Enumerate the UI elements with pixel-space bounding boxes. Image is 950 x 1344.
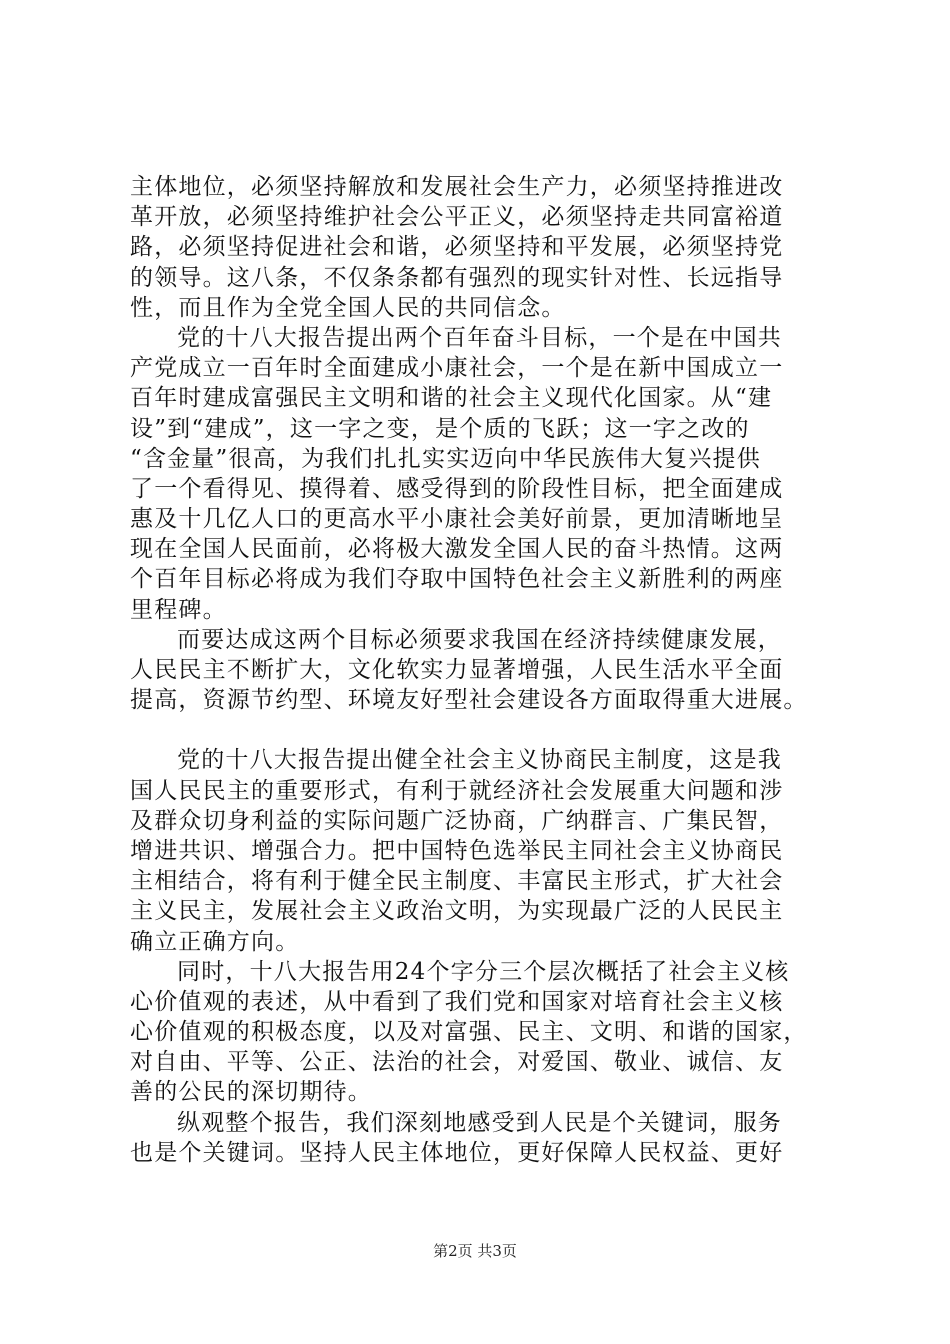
text-line: 主相结合，将有利于健全民主制度、丰富民主形式，扩大社会 xyxy=(130,868,784,895)
document-body xyxy=(130,172,842,1168)
text-line: 纵观整个报告，我们深刻地感受到人民是个关键词，服务 xyxy=(177,1109,782,1136)
text-line: 的领导。这八条，不仅条条都有强烈的现实针对性、长远指导 xyxy=(130,264,784,291)
text-line: 里程碑。 xyxy=(130,596,227,623)
text-line: 党的十八大报告提出两个百年奋斗目标，一个是在中国共 xyxy=(177,324,782,351)
text-line: 及群众切身利益的实际问题广泛协商，广纳群言、广集民智， xyxy=(130,807,784,834)
text-line: 人民民主不断扩大，文化软实力显著增强，人民生活水平全面 xyxy=(130,657,784,683)
text-line: 设”到“建成”，这一字之变，是个质的飞跃；这一字之改的 xyxy=(130,415,750,442)
text-line: 主义民主，发展社会主义政治文明，为实现最广泛的人民民主 xyxy=(130,898,784,925)
text-line: 了一个看得见、摸得着、感受得到的阶段性目标，把全面建成 xyxy=(130,475,784,502)
page-footer xyxy=(0,1241,950,1261)
text-line: 党的十八大报告提出健全社会主义协商民主制度，这是我 xyxy=(177,747,782,774)
text-line: 提高，资源节约型、环境友好型社会建设各方面取得重大进展。 xyxy=(130,687,808,714)
text-line: 也是个关键词。坚持人民主体地位，更好保障人民权益、更好 xyxy=(130,1139,784,1166)
text-line: 同时，十八大报告用24个字分三个层次概括了社会主义核 xyxy=(177,958,790,985)
text-line: 确立正确方向。 xyxy=(130,928,300,955)
text-line: 产党成立一百年时全面建成小康社会，一个是在新中国成立一 xyxy=(130,355,784,382)
text-line: “含金量”很高，为我们扎扎实实迈向中华民族伟大复兴提供 xyxy=(130,445,761,472)
text-line: 革开放，必须坚持维护社会公平正义，必须坚持走共同富裕道 xyxy=(130,204,784,231)
text-line: 增进共识、增强合力。把中国特色选举民主同社会主义协商民 xyxy=(130,837,784,864)
text-line: 而要达成这两个目标必须要求我国在经济持续健康发展， xyxy=(177,626,782,653)
text-line: 心价值观的表述，从中看到了我们党和国家对培育社会主义核 xyxy=(130,988,784,1015)
text-line: 国人民民主的重要形式，有利于就经济社会发展重大问题和涉 xyxy=(130,777,784,804)
text-line: 善的公民的深切期待。 xyxy=(130,1079,372,1106)
text-line: 惠及十几亿人口的更高水平小康社会美好前景，更加清晰地呈 xyxy=(130,506,784,533)
page-number-label: 第2页 共3页 xyxy=(433,1242,517,1260)
text-line: 个百年目标必将成为我们夺取中国特色社会主义新胜利的两座 xyxy=(130,566,784,593)
text-line: 现在全国人民面前，必将极大激发全国人民的奋斗热情。这两 xyxy=(130,536,784,563)
text-line: 性，而且作为全党全国人民的共同信念。 xyxy=(130,294,566,321)
text-line: 路，必须坚持促进社会和谐，必须坚持和平发展，必须坚持党 xyxy=(130,234,784,261)
paragraph-gap xyxy=(130,715,842,745)
text-line: 百年时建成富强民主文明和谐的社会主义现代化国家。从“建 xyxy=(130,385,773,412)
text-line: 主体地位，必须坚持解放和发展社会生产力，必须坚持推进改 xyxy=(130,174,784,200)
text-line: 对自由、平等、公正、法治的社会，对爱国、敬业、诚信、友 xyxy=(130,1049,784,1076)
text-line: 心价值观的积极态度，以及对富强、民主、文明、和谐的国家， xyxy=(130,1019,808,1046)
